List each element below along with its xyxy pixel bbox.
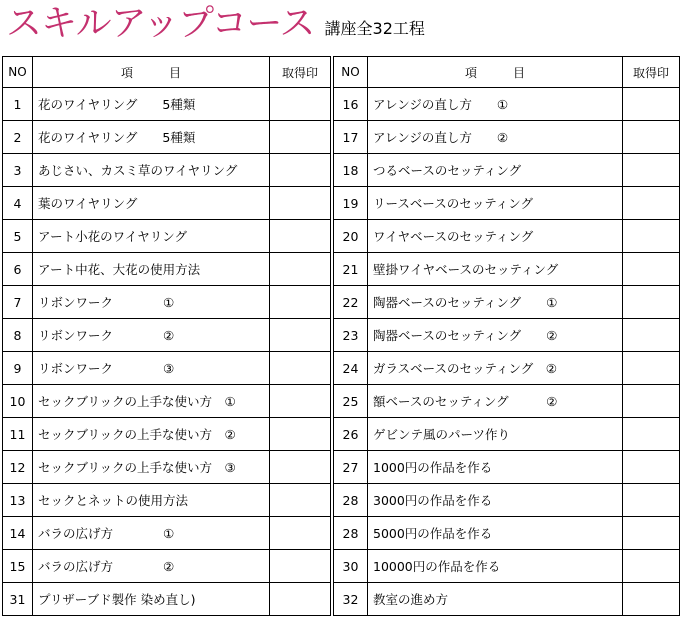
- row-stamp-right: [623, 418, 680, 451]
- header-no-right: NO: [334, 57, 368, 88]
- row-no-right: 24: [334, 352, 368, 385]
- row-no-left: 31: [3, 583, 33, 616]
- row-no-right: 20: [334, 220, 368, 253]
- row-stamp-right: [623, 286, 680, 319]
- row-item-left: プリザーブド製作 染め直し): [33, 583, 270, 616]
- table-row: [3, 319, 680, 352]
- page-title: スキルアップコース: [6, 3, 315, 44]
- table-row: [3, 385, 680, 418]
- row-stamp-left: [270, 550, 331, 583]
- row-item-left: 葉のワイヤリング: [33, 187, 270, 220]
- row-stamp-left: [270, 385, 331, 418]
- row-item-left: 花のワイヤリング 5種類: [33, 88, 270, 121]
- row-no-left: 6: [3, 253, 33, 286]
- row-no-right: 18: [334, 154, 368, 187]
- row-stamp-right: [623, 121, 680, 154]
- row-stamp-left: [270, 220, 331, 253]
- row-no-left: 14: [3, 517, 33, 550]
- row-item-right: ゲビンテ風のパーツ作り: [368, 418, 623, 451]
- row-stamp-right: [623, 220, 680, 253]
- row-stamp-left: [270, 484, 331, 517]
- table-row: [3, 88, 680, 121]
- row-no-right: 22: [334, 286, 368, 319]
- row-no-left: 5: [3, 220, 33, 253]
- table-row: [3, 517, 680, 550]
- table-row: [3, 154, 680, 187]
- row-item-right: リースベースのセッティング: [368, 187, 623, 220]
- row-no-right: 26: [334, 418, 368, 451]
- row-item-right: 5000円の作品を作る: [368, 517, 623, 550]
- table-body: [3, 88, 680, 616]
- table-row: [3, 286, 680, 319]
- row-item-left: アート中花、大花の使用方法: [33, 253, 270, 286]
- row-stamp-right: [623, 88, 680, 121]
- table-row: [3, 220, 680, 253]
- row-no-left: 4: [3, 187, 33, 220]
- row-stamp-right: [623, 451, 680, 484]
- row-item-right: 10000円の作品を作る: [368, 550, 623, 583]
- row-item-left: セックブリックの上手な使い方 ①: [33, 385, 270, 418]
- row-item-left: リボンワーク ①: [33, 286, 270, 319]
- row-item-left: リボンワーク ③: [33, 352, 270, 385]
- row-no-left: 12: [3, 451, 33, 484]
- header-item-left: 項 目: [33, 57, 270, 88]
- row-no-right: 19: [334, 187, 368, 220]
- row-no-left: 8: [3, 319, 33, 352]
- page-header: [6, 0, 425, 44]
- row-stamp-left: [270, 517, 331, 550]
- row-no-left: 3: [3, 154, 33, 187]
- row-item-left: アート小花のワイヤリング: [33, 220, 270, 253]
- row-no-right: 16: [334, 88, 368, 121]
- row-stamp-right: [623, 154, 680, 187]
- row-stamp-right: [623, 253, 680, 286]
- row-stamp-right: [623, 583, 680, 616]
- row-stamp-left: [270, 253, 331, 286]
- row-no-left: 15: [3, 550, 33, 583]
- row-stamp-left: [270, 187, 331, 220]
- row-item-left: バラの広げ方 ②: [33, 550, 270, 583]
- row-stamp-right: [623, 385, 680, 418]
- row-item-left: バラの広げ方 ①: [33, 517, 270, 550]
- row-no-left: 9: [3, 352, 33, 385]
- row-no-left: 2: [3, 121, 33, 154]
- table-header-row: [3, 57, 680, 88]
- row-stamp-left: [270, 286, 331, 319]
- row-no-left: 11: [3, 418, 33, 451]
- table-row: [3, 352, 680, 385]
- row-item-left: セックとネットの使用方法: [33, 484, 270, 517]
- row-stamp-right: [623, 550, 680, 583]
- header-stamp-right: 取得印: [623, 57, 680, 88]
- row-stamp-left: [270, 88, 331, 121]
- row-no-right: 27: [334, 451, 368, 484]
- row-item-left: リボンワーク ②: [33, 319, 270, 352]
- row-no-right: 28: [334, 484, 368, 517]
- row-no-right: 21: [334, 253, 368, 286]
- table-row: [3, 253, 680, 286]
- row-no-right: 17: [334, 121, 368, 154]
- row-item-left: セックブリックの上手な使い方 ②: [33, 418, 270, 451]
- row-no-right: 25: [334, 385, 368, 418]
- row-stamp-left: [270, 352, 331, 385]
- header-stamp-left: 取得印: [270, 57, 331, 88]
- row-item-right: 3000円の作品を作る: [368, 484, 623, 517]
- row-item-right: ガラスベースのセッティング ②: [368, 352, 623, 385]
- row-no-right: 32: [334, 583, 368, 616]
- table-row: [3, 418, 680, 451]
- row-item-right: 陶器ベースのセッティング ①: [368, 286, 623, 319]
- header-item-right: 項 目: [368, 57, 623, 88]
- row-item-left: セックブリックの上手な使い方 ③: [33, 451, 270, 484]
- header-no-left: NO: [3, 57, 33, 88]
- row-item-right: 教室の進め方: [368, 583, 623, 616]
- row-item-right: アレンジの直し方 ①: [368, 88, 623, 121]
- row-stamp-right: [623, 484, 680, 517]
- table-row: [3, 583, 680, 616]
- row-stamp-right: [623, 352, 680, 385]
- row-item-right: 壁掛ワイヤベースのセッティング: [368, 253, 623, 286]
- row-stamp-left: [270, 451, 331, 484]
- row-item-right: つるベースのセッティング: [368, 154, 623, 187]
- row-stamp-left: [270, 418, 331, 451]
- row-item-right: 1000円の作品を作る: [368, 451, 623, 484]
- row-stamp-left: [270, 121, 331, 154]
- course-table: [2, 56, 680, 616]
- row-item-right: 陶器ベースのセッティング ②: [368, 319, 623, 352]
- row-stamp-left: [270, 154, 331, 187]
- table-row: [3, 121, 680, 154]
- row-no-right: 23: [334, 319, 368, 352]
- row-stamp-right: [623, 517, 680, 550]
- row-item-left: 花のワイヤリング 5種類: [33, 121, 270, 154]
- table-row: [3, 550, 680, 583]
- row-item-right: 額ベースのセッティング ②: [368, 385, 623, 418]
- table-row: [3, 484, 680, 517]
- row-stamp-left: [270, 319, 331, 352]
- row-stamp-left: [270, 583, 331, 616]
- row-no-right: 28: [334, 517, 368, 550]
- row-stamp-right: [623, 187, 680, 220]
- table-row: [3, 451, 680, 484]
- row-stamp-right: [623, 319, 680, 352]
- page-subtitle: 講座全32工程: [324, 19, 425, 38]
- row-item-left: あじさい、カスミ草のワイヤリング: [33, 154, 270, 187]
- row-item-right: ワイヤベースのセッティング: [368, 220, 623, 253]
- row-no-left: 10: [3, 385, 33, 418]
- table-row: [3, 187, 680, 220]
- row-no-right: 30: [334, 550, 368, 583]
- row-no-left: 1: [3, 88, 33, 121]
- row-no-left: 13: [3, 484, 33, 517]
- row-item-right: アレンジの直し方 ②: [368, 121, 623, 154]
- row-no-left: 7: [3, 286, 33, 319]
